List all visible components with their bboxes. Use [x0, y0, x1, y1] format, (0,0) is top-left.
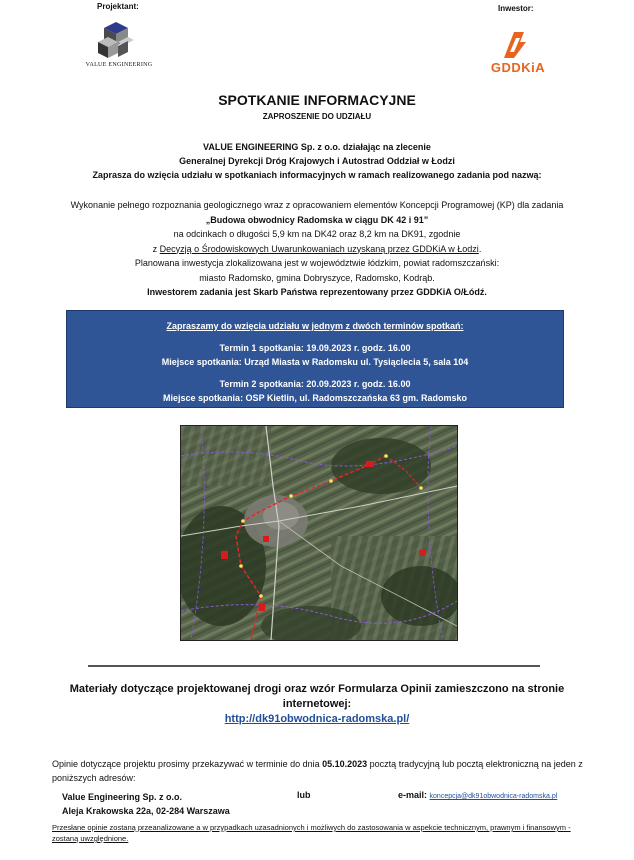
investor-label: Inwestor:: [498, 4, 534, 13]
footer-note: Przesłane opinie zostaną przeanalizowane a w przypadkach uzasadnionych i możliwych do zastosowania w aspekcie technicznym, prawnym i finansowym - zostaną uwzględnione.: [52, 823, 571, 843]
scope-block: [40, 198, 594, 300]
value-engineering-logo-icon: [96, 18, 136, 62]
website-link[interactable]: http://dk91obwodnica-radomska.pl/: [224, 713, 410, 725]
intro-line-1: VALUE ENGINEERING Sp. z o.o. działając na zlecenie: [203, 142, 431, 152]
meeting-2-term: Termin 2 spotkania: 20.09.2023 r. godz. 16.00: [219, 379, 411, 389]
gddkia-name: GDDKiA: [490, 60, 546, 75]
materials-line-1: Materiały dotyczące projektowanej drogi oraz wzór Formularza Opinii zamieszczono na stronie: [69, 683, 565, 695]
satellite-map: [180, 425, 458, 641]
materials-block: [60, 682, 574, 727]
meetings-heading: Zapraszamy do wzięcia udziału w jednym z dwóch terminów spotkań:: [166, 321, 464, 331]
scope-line-3: na odcinkach o długości 5,9 km na DK42 oraz 8,2 km na DK91, zgodnie: [173, 229, 461, 239]
company-street: Aleja Krakowska 22a, 02-284 Warszawa: [62, 806, 230, 816]
email-link[interactable]: koncepcja@dk91obwodnica-radomska.pl: [429, 793, 558, 800]
divider: [88, 665, 540, 667]
meetings-box: [66, 310, 564, 408]
investor-statement: Inwestorem zadania jest Skarb Państwa reprezentowany przez GDDKiA O/Łódź.: [147, 287, 487, 297]
scope-line-6: miasto Radomsko, gmina Dobryszyce, Radomsko, Kodrąb.: [199, 272, 435, 283]
meeting-1-term: Termin 1 spotkania: 19.09.2023 r. godz. 16.00: [219, 343, 411, 353]
postal-address: [62, 790, 230, 818]
task-name: „Budowa obwodnicy Radomska w ciągu DK 42 i 91”: [205, 214, 429, 225]
intro-line-2: Generalnej Dyrekcji Dróg Krajowych i Autostrad Oddział w Łodzi: [179, 156, 455, 166]
email-contact: [398, 790, 557, 800]
scope-line-1: Wykonanie pełnego rozpoznania geologicznego wraz z opracowaniem elementów Koncepcji Programowej (KP) dla zadania: [70, 200, 564, 210]
or-label: lub: [297, 790, 311, 800]
scope-line-4: z Decyzją o Środowiskowych Uwarunkowaniach uzyskaną przez GDDKiA w Łodzi.: [152, 243, 482, 254]
company-name: Value Engineering Sp. z o.o.: [62, 792, 183, 802]
opinion-text: Opinie dotyczące projektu prosimy przekazywać w terminie do dnia 05.10.2023 pocztą tradycyjną lub pocztą elektroniczną na jeden z poniższych adresów:: [52, 759, 583, 783]
meeting-1-place: Miejsce spotkania: Urząd Miasta w Radomsku ul. Tysiąclecia 5, sala 104: [161, 357, 469, 367]
scope-line-5: Planowana inwestycja zlokalizowana jest w województwie łódzkim, powiat radomszczański:: [134, 258, 500, 268]
page-title: SPOTKANIE INFORMACYJNE: [218, 92, 416, 108]
materials-line-2: internetowej:: [282, 698, 352, 710]
page-subtitle: ZAPROSZENIE DO UDZIAŁU: [262, 112, 372, 121]
designer-label: Projektant:: [97, 2, 139, 11]
email-label: e-mail:: [398, 790, 428, 800]
intro-line-3: Zaprasza do wzięcia udziału w spotkaniach informacyjnych w ramach realizowanego zadania pod nazwą:: [92, 170, 542, 180]
deadline-date: 05.10.2023: [322, 759, 368, 769]
decision-link[interactable]: Decyzją o Środowiskowych Uwarunkowaniach uzyskaną przez GDDKiA w Łodzi: [159, 243, 479, 254]
intro-block: [40, 140, 594, 182]
meeting-2-place: Miejsce spotkania: OSP Kietlin, ul. Radomszczańska 63 gm. Radomsko: [163, 393, 467, 403]
gddkia-logo-icon: [500, 30, 528, 60]
map-image-icon: [181, 426, 457, 640]
value-engineering-name: VALUE ENGINEERING: [85, 62, 153, 68]
